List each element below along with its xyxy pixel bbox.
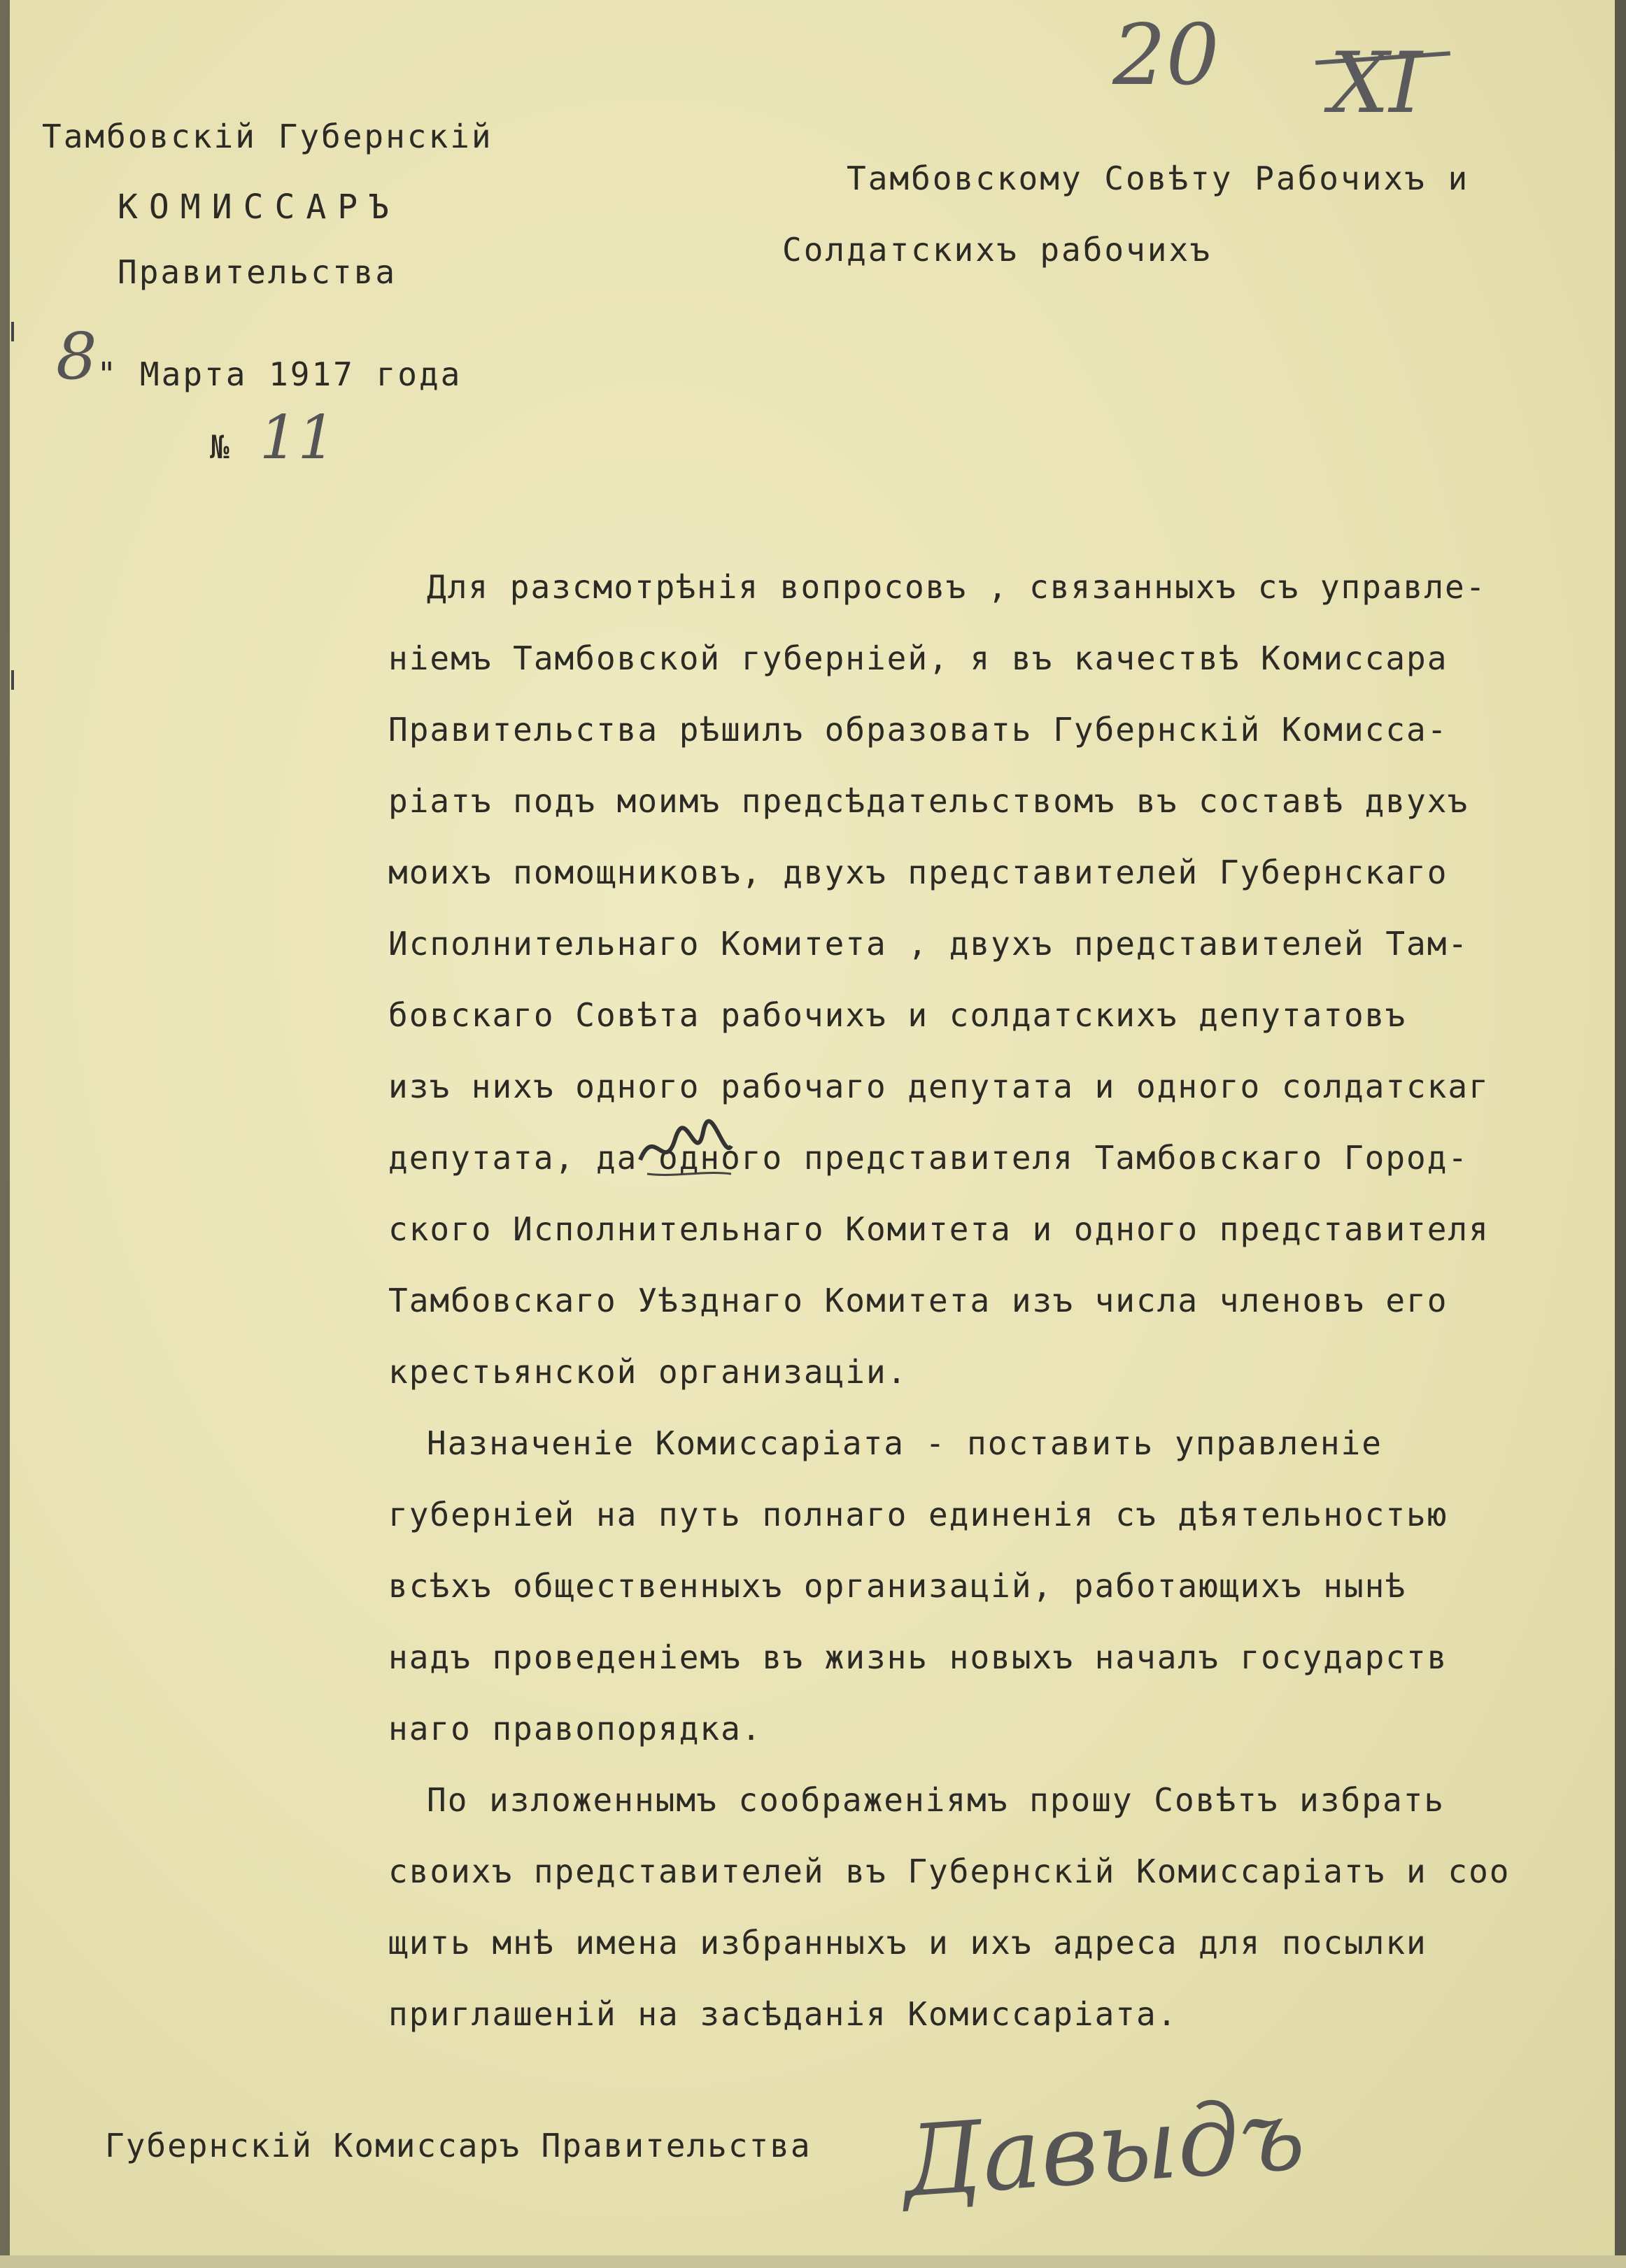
- archive-roman-number: XI: [1329, 35, 1422, 132]
- sender-title: КОМИССАРЪ: [118, 187, 401, 227]
- body-line: крестьянской организаціи.: [388, 1353, 908, 1391]
- body-line: моихъ помощниковъ, двухъ представителей Губернскаго: [388, 853, 1448, 891]
- body-line: Исполнительнаго Комитета , двухъ представителей Там-: [388, 925, 1469, 963]
- addressee-line-1: Тамбовскому Совѣту Рабочихъ и: [847, 160, 1470, 197]
- body-line: Тамбовскаго Уѣзднаго Комитета изъ числа членовъ его: [388, 1282, 1448, 1319]
- document-date: [56, 319, 462, 401]
- body-line: По изложеннымъ соображеніямъ прошу Совѣтъ избрать: [427, 1781, 1445, 1819]
- body-line: Для разсмотрѣнія вопросовъ , связанныхъ съ управле-: [427, 568, 1487, 606]
- page-right-border: [1615, 0, 1626, 2268]
- body-line: приглашеній на засѣданія Комиссаріата.: [388, 1995, 1178, 2033]
- body-line: Назначеніе Комиссаріата - поставить управленіе: [427, 1424, 1383, 1462]
- document-number: [210, 403, 336, 473]
- body-line: ріатъ подъ моимъ предсѣдательствомъ въ составѣ двухъ: [388, 782, 1469, 820]
- body-line: надъ проведеніемъ въ жизнь новыхъ началъ государств: [388, 1638, 1448, 1676]
- handwritten-signature: Давыдъ: [899, 2078, 1308, 2220]
- letter-body: [388, 568, 1511, 2067]
- number-label: №: [210, 428, 232, 466]
- archive-folio-number: 20: [1112, 7, 1220, 104]
- margin-mark: [11, 670, 14, 690]
- addressee-line-2: Солдатскихъ рабочихъ: [782, 231, 1212, 269]
- number-value-handwritten: 11: [259, 403, 337, 473]
- page-left-border: [0, 0, 10, 2268]
- body-line: своихъ представителей въ Губернскій Комиссаріатъ и соо: [388, 1852, 1511, 1890]
- margin-mark: [11, 322, 14, 341]
- body-line: щить мнѣ имена избранныхъ и ихъ адреса для посылки: [388, 1924, 1427, 1962]
- body-line: ніемъ Тамбовской губерніей, я въ качествѣ Комиссара: [388, 639, 1448, 677]
- body-line: губерніей на путь полнаго единенія съ дѣятельностью: [388, 1496, 1448, 1533]
- body-line: изъ нихъ одного рабочаго депутата и одного солдатскаг: [388, 1068, 1490, 1105]
- page-bottom-border: [0, 2255, 1626, 2268]
- date-month-year: " Марта 1917 года: [97, 355, 462, 393]
- ink-correction-scribble: [633, 1118, 738, 1181]
- body-line: бовскаго Совѣта рабочихъ и солдатскихъ депутатовъ: [388, 996, 1407, 1034]
- body-line: Правительства рѣшилъ образовать Губернскій Комисса-: [388, 711, 1448, 749]
- body-line: наго правопорядка.: [388, 1710, 763, 1748]
- signatory-title: Губернскій Комиссаръ Правительства: [105, 2127, 812, 2164]
- body-line: депутата, да одного представителя Тамбовскаго Город-: [388, 1139, 1469, 1177]
- body-line: ского Исполнительнаго Комитета и одного представителя: [388, 1210, 1490, 1248]
- date-day-handwritten: 8: [56, 319, 97, 394]
- sender-office: Тамбовскій Губернскій: [42, 118, 493, 155]
- sender-government: Правительства: [118, 253, 397, 291]
- body-line: всѣхъ общественныхъ организацій, работающихъ нынѣ: [388, 1567, 1407, 1605]
